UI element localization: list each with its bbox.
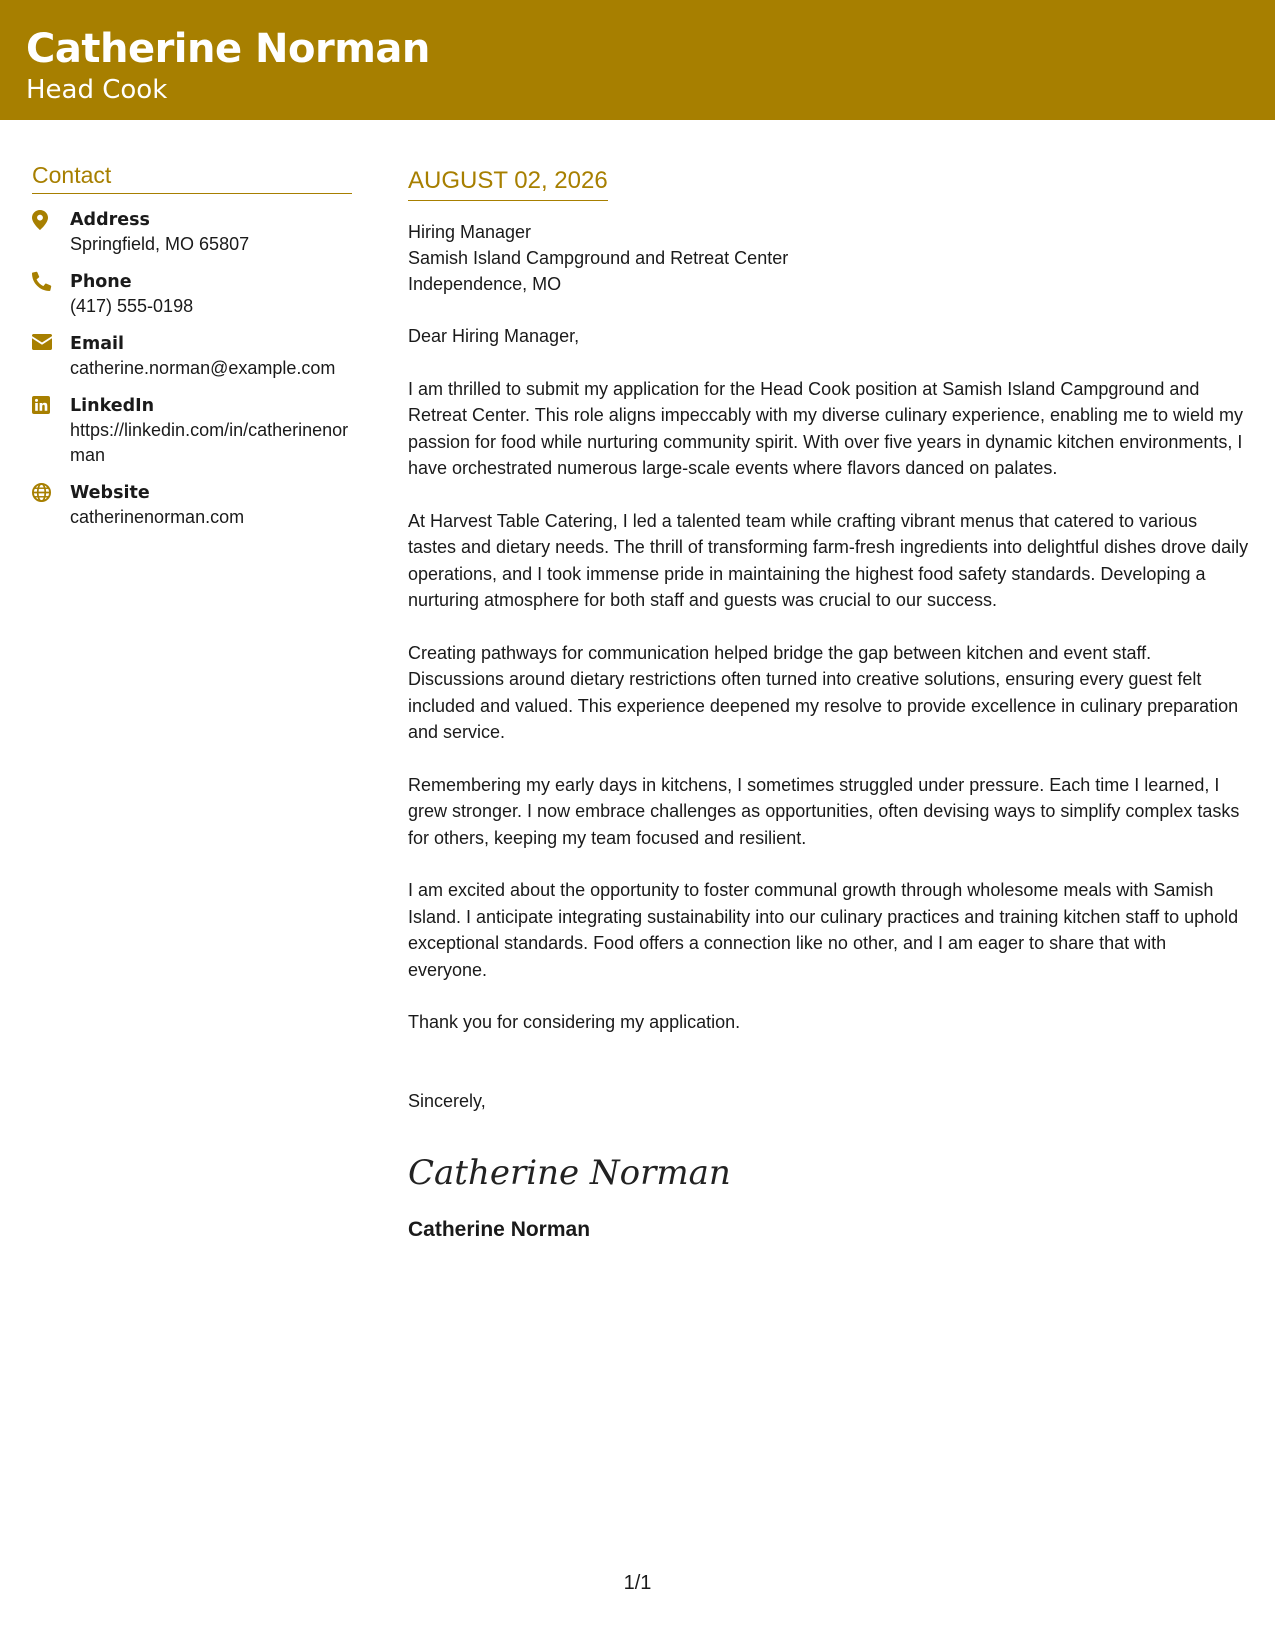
contact-item-address: [32, 208, 352, 257]
letter-paragraph: I am excited about the opportunity to foster communal growth through wholesome meals with Samish Island. I anticipate integrating sustainability into our culinary practices and training kitchen staff to uphold exceptional standards. Food offers a connection like no other, and I am eager to share that with everyone.: [408, 880, 1239, 980]
website-value[interactable]: catherinenorman.com: [70, 507, 245, 527]
contact-item-email: [32, 332, 352, 381]
signed-name: Catherine Norman: [408, 1218, 591, 1241]
contact-item-phone: [32, 270, 352, 319]
contact-label: Email: [70, 334, 124, 354]
phone-value: (417) 555-0198: [70, 296, 194, 316]
address-value: Springfield, MO 65807: [70, 234, 250, 254]
recipient-name: Hiring Manager: [408, 222, 532, 242]
globe-icon: [32, 481, 70, 502]
letter-paragraph: Creating pathways for communication helped bridge the gap between kitchen and event staff. Discussions around dietary restrictions often turned into creative solutions, ensuring every guest felt included and valued. This experience deepened my resolve to provide excellence in culinary preparation and service.: [408, 642, 1239, 742]
applicant-name: Catherine Norman: [26, 26, 430, 72]
recipient-location: Independence, MO: [408, 274, 562, 294]
contact-item-website: [32, 481, 352, 530]
applicant-role: Head Cook: [26, 75, 168, 105]
contact-label: Address: [70, 210, 150, 230]
contact-label: Website: [70, 483, 150, 503]
letter-paragraph: At Harvest Table Catering, I led a talented team while crafting vibrant menus that catered to various tastes and dietary needs. The thrill of transforming farm-fresh ingredients into delightful dishes drove daily operations, and I took immense pride in maintaining the highest food safety standards. Developing a nurturing atmosphere for both staff and guests was crucial to our success.: [408, 510, 1249, 610]
header-banner: [0, 0, 1275, 120]
contact-label: LinkedIn: [70, 396, 155, 416]
letter-date: AUGUST 02, 2026: [408, 166, 608, 201]
salutation: Dear Hiring Manager,: [408, 326, 580, 346]
contact-label: Phone: [70, 272, 132, 292]
linkedin-value[interactable]: https://linkedin.com/in/catherinenorman: [70, 420, 349, 465]
signature-image: [408, 1146, 731, 1196]
closing: Sincerely,: [408, 1090, 486, 1111]
letter-paragraph: Thank you for considering my application.: [408, 1012, 741, 1032]
recipient-block: [408, 219, 1250, 297]
recipient-company: Samish Island Campground and Retreat Center: [408, 248, 789, 268]
contact-sidebar: [32, 162, 352, 543]
page-number: 1/1: [623, 1572, 652, 1594]
contact-item-linkedin: [32, 394, 352, 468]
letter-body: [408, 166, 1250, 1244]
email-value[interactable]: catherine.norman@example.com: [70, 358, 336, 378]
map-pin-icon: [32, 208, 70, 230]
contact-heading: Contact: [32, 162, 352, 194]
letter-paragraph: I am thrilled to submit my application for the Head Cook position at Samish Island Campground and Retreat Center. This role aligns impeccably with my diverse culinary experience, enabling me to wield my passion for food while nurturing community spirit. With over five years in dynamic kitchen environments, I have orchestrated numerous large-scale events where flavors danced on palates.: [408, 378, 1244, 478]
signature-text: Catherine Norman: [408, 1153, 731, 1193]
envelope-icon: [32, 332, 70, 350]
linkedin-icon: [32, 394, 70, 414]
phone-icon: [32, 270, 70, 291]
letter-paragraph: Remembering my early days in kitchens, I sometimes struggled under pressure. Each time I learned, I grew stronger. I now embrace challenges as opportunities, often devising ways to simplify complex tasks for others, keeping my team focused and resilient.: [408, 774, 1240, 848]
